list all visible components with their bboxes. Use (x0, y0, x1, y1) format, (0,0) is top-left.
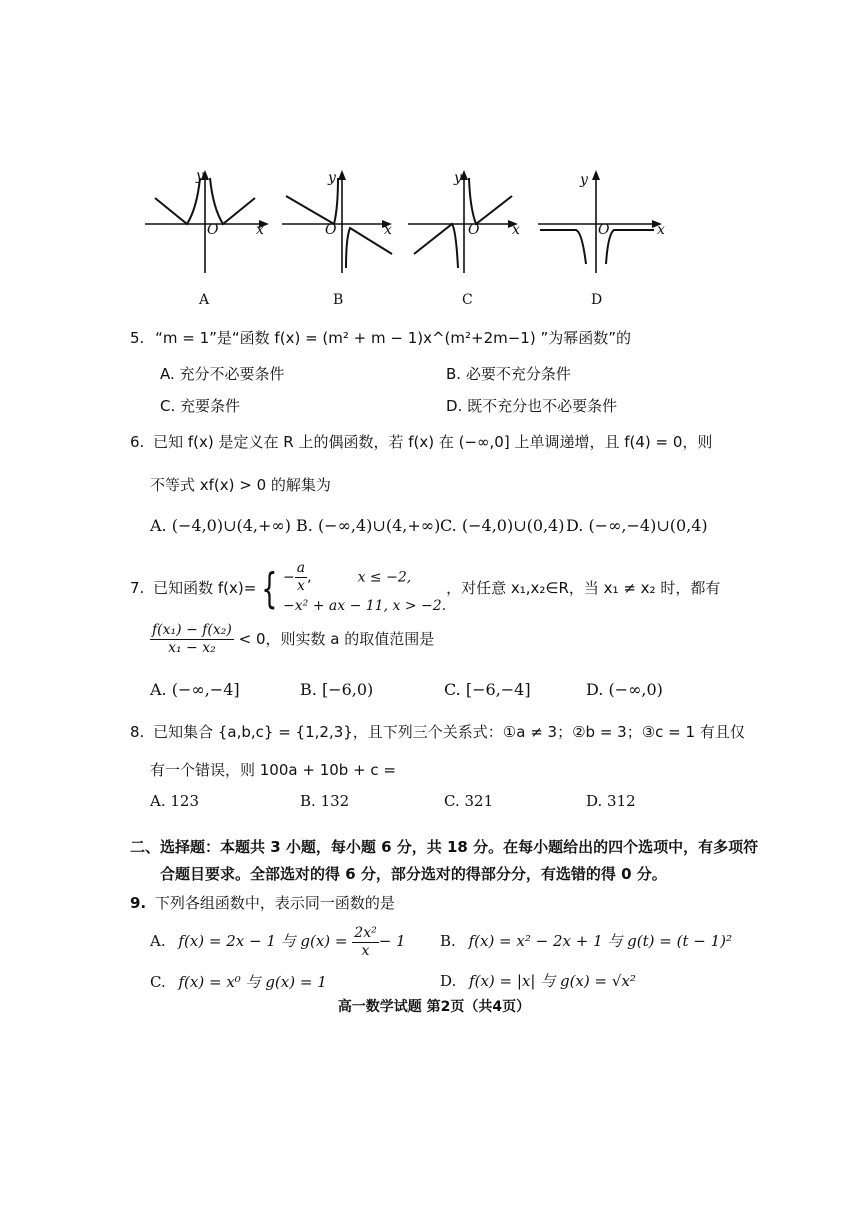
q8-option-a[interactable]: A. 123 (150, 792, 200, 810)
graph-a-x-label: x (256, 222, 264, 238)
q6-option-a[interactable]: A. (−4,0)∪(4,+∞) (150, 516, 291, 535)
section2-heading-line2: 合题目要求。全部选对的得 6 分，部分选对的得部分分，有选错的得 0 分。 (160, 865, 667, 883)
graph-c-label: C (462, 292, 473, 308)
q6-stem-line1 (130, 432, 712, 452)
q6-number: 6. (130, 433, 145, 451)
graph-b-origin: O (325, 222, 337, 238)
page-footer: 高一数学试题 第2页（共4页） (337, 999, 531, 1015)
graph-b-x-label: x (384, 222, 392, 238)
q8-option-b[interactable]: B. 132 (300, 792, 350, 810)
graph-c-y-label: y (454, 170, 462, 186)
q9-number: 9. (130, 894, 147, 912)
q9-option-b[interactable]: B. f(x) = x² − 2x + 1 与 g(t) = (t − 1)² (440, 932, 732, 950)
section2-heading-line1: 二、选择题：本题共 3 小题，每小题 6 分，共 18 分。在每小题给出的四个选项中，有多项符 (130, 838, 759, 856)
graph-d-y-label: y (580, 172, 588, 188)
q7-option-d[interactable]: D. (−∞,0) (586, 680, 663, 699)
q9-option-a[interactable]: A. f(x) = 2x − 1 与 g(x) = $\frac{\text{2x²}}{x}$ − 1 (150, 924, 406, 959)
graph-c-origin: O (468, 222, 480, 238)
q7-suffix: ，对任意 x₁,x₂∈R，当 x₁ ≠ x₂ 时，都有 (446, 579, 721, 597)
q7-option-b[interactable]: B. [−6,0) (300, 680, 374, 699)
q5-option-c[interactable]: C. 充要条件 (160, 397, 241, 415)
q5-option-b[interactable]: B. 必要不充分条件 (446, 365, 571, 383)
q8-number: 8. (130, 723, 145, 741)
q6-option-b[interactable]: B. (−∞,4)∪(4,+∞) (296, 516, 441, 535)
q6-option-d[interactable]: D. (−∞,−4)∪(0,4) (566, 516, 708, 535)
q9-option-d[interactable]: D. f(x) = |x| 与 g(x) = √x² (440, 972, 636, 990)
graph-b-y-label: y (328, 170, 336, 186)
q7-fraction: $\frac{\text{f(x₁) − f(x₂)}}{\text{x₁ − x₂}}$ (152, 622, 232, 656)
q5-number: 5. (130, 329, 145, 347)
q8-option-d[interactable]: D. 312 (586, 792, 636, 810)
q7-number: 7. (130, 579, 145, 597)
q8-text-1: 已知集合 {a,b,c} = {1,2,3}，且下列三个关系式：①a ≠ 3；②b = 3；③c = 1 有且仅 (153, 723, 745, 741)
q9-text: 下列各组函数中，表示同一函数的是 (154, 894, 395, 912)
graph-a-label: A (199, 292, 210, 308)
q7-option-c[interactable]: C. [−6,−4] (444, 680, 531, 699)
q7-brace: { (261, 563, 278, 613)
q6-text-1: 已知 f(x) 是定义在 R 上的偶函数，若 f(x) 在 (−∞,0] 上单调递增，且 f(4) = 0，则 (153, 433, 713, 451)
graph-a-y-label: y (196, 168, 204, 184)
q5-option-a[interactable]: A. 充分不必要条件 (160, 365, 285, 383)
graph-a-origin: O (207, 222, 219, 238)
q9-stem (130, 893, 395, 913)
q8-option-c[interactable]: C. 321 (444, 792, 494, 810)
graph-b-label: B (333, 292, 344, 308)
q7-stem-line2 (150, 620, 434, 658)
q6-option-c[interactable]: C. (−4,0)∪(0,4) (440, 516, 565, 535)
q7-prefix: 已知函数 f(x)= (153, 579, 257, 597)
graph-c-x-label: x (512, 222, 520, 238)
q8-stem-line1 (130, 722, 745, 742)
q7-stem-line1 (130, 560, 720, 617)
graph-d-origin: O (598, 222, 610, 238)
q6-stem-line2: 不等式 xf(x) > 0 的解集为 (150, 476, 331, 494)
q5-stem (130, 328, 631, 348)
q7-option-a[interactable]: A. (−∞,−4] (150, 680, 240, 699)
q5-text: “m = 1”是“函数 f(x) = (m² + m − 1)x^(m²+2m−1) ”为幂函数”的 (155, 329, 632, 347)
q8-stem-line2: 有一个错误，则 100a + 10b + c = (150, 761, 396, 779)
q7-line2-text: < 0，则实数 a 的取值范围是 (238, 630, 435, 648)
graph-d-x-label: x (657, 222, 665, 238)
q7-cases: − $\frac{a}{x}$ , x ≤ −2, −x² + ax − 11, x > −2. (283, 560, 447, 614)
graph-d-label: D (591, 292, 603, 308)
q5-option-d[interactable]: D. 既不充分也不必要条件 (446, 397, 618, 415)
q9-option-c[interactable]: C. f(x) = x⁰ 与 g(x) = 1 (150, 973, 327, 991)
